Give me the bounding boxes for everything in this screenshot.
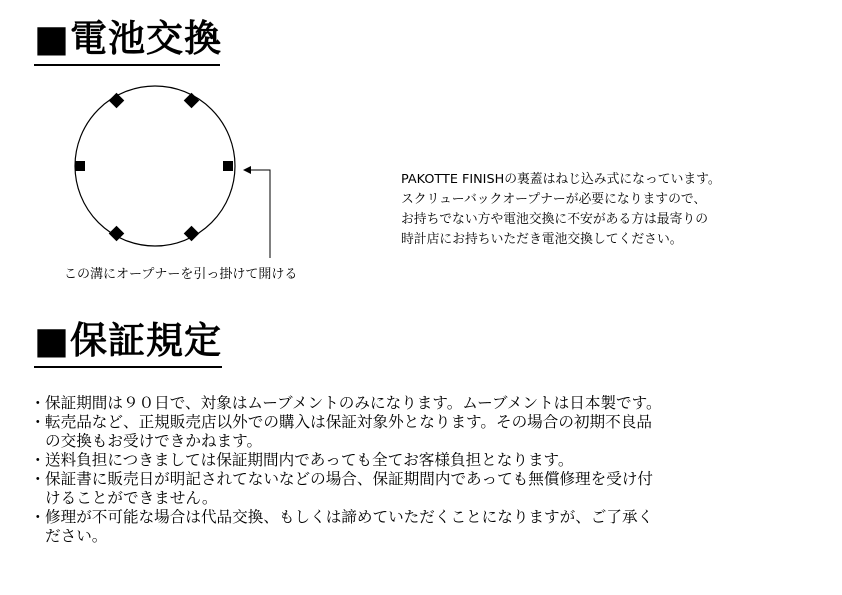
- battery-heading-underline: [34, 64, 220, 66]
- callout-arrow-line: [247, 170, 270, 258]
- description-line: PAKOTTE FINISHの裏蓋はねじ込み式になっています。: [401, 172, 721, 187]
- caseback-notch: [223, 161, 233, 171]
- term-text: 転売品など、正規販売店以外での購入は保証対象外となります。その場合の初期不良品: [45, 413, 652, 431]
- caseback-notch: [75, 161, 85, 171]
- term-text: 修理が不可能な場合は代品交換、もしくは諦めていただくことになりますが、ご了承く: [45, 508, 654, 526]
- warranty-heading-underline: [34, 366, 222, 368]
- term-text: けることができません。: [45, 489, 218, 507]
- warranty-term: [30, 508, 820, 546]
- term-text: 保証期間は９０日で、対象はムーブメントのみになります。ムーブメントは日本製です。: [45, 394, 662, 412]
- bullet: ・: [30, 470, 46, 488]
- bullet: ・: [30, 451, 46, 469]
- term-text: 送料負担につきましては保証期間内であっても全てお客様負担となります。: [45, 451, 574, 469]
- description-line: お持ちでない方や電池交換に不安がある方は最寄りの: [401, 212, 708, 227]
- description-line: スクリューバックオープナーが必要になりますので、: [401, 192, 707, 207]
- caseback-notch: [184, 93, 200, 109]
- term-text: 保証書に販売日が明記されてないなどの場合、保証期間内であっても無償修理を受け付: [45, 470, 654, 488]
- notch-caption: この溝にオープナーを引っ掛けて開ける: [64, 267, 298, 282]
- battery-section-heading: ■電池交換: [34, 17, 222, 60]
- bullet: ・: [30, 413, 46, 431]
- bullet: ・: [30, 508, 46, 526]
- caseback-notch: [184, 226, 200, 242]
- battery-description: [401, 170, 721, 250]
- bullet: ・: [30, 394, 46, 412]
- warranty-term: [30, 451, 820, 470]
- caseback-outline: [75, 86, 235, 246]
- term-text: の交換もお受けできかねます。: [45, 432, 263, 450]
- warranty-term: [30, 413, 820, 451]
- warranty-section-heading: ■保証規定: [34, 319, 222, 362]
- warranty-term: [30, 470, 820, 508]
- warranty-term: [30, 394, 820, 413]
- caseback-diagram: [60, 80, 290, 265]
- description-line: 時計店にお持ちいただき電池交換してください。: [401, 232, 683, 247]
- warranty-terms-list: [30, 394, 820, 546]
- caseback-notch: [109, 93, 125, 109]
- callout-arrow-head: [243, 166, 251, 174]
- term-text: ださい。: [45, 527, 108, 545]
